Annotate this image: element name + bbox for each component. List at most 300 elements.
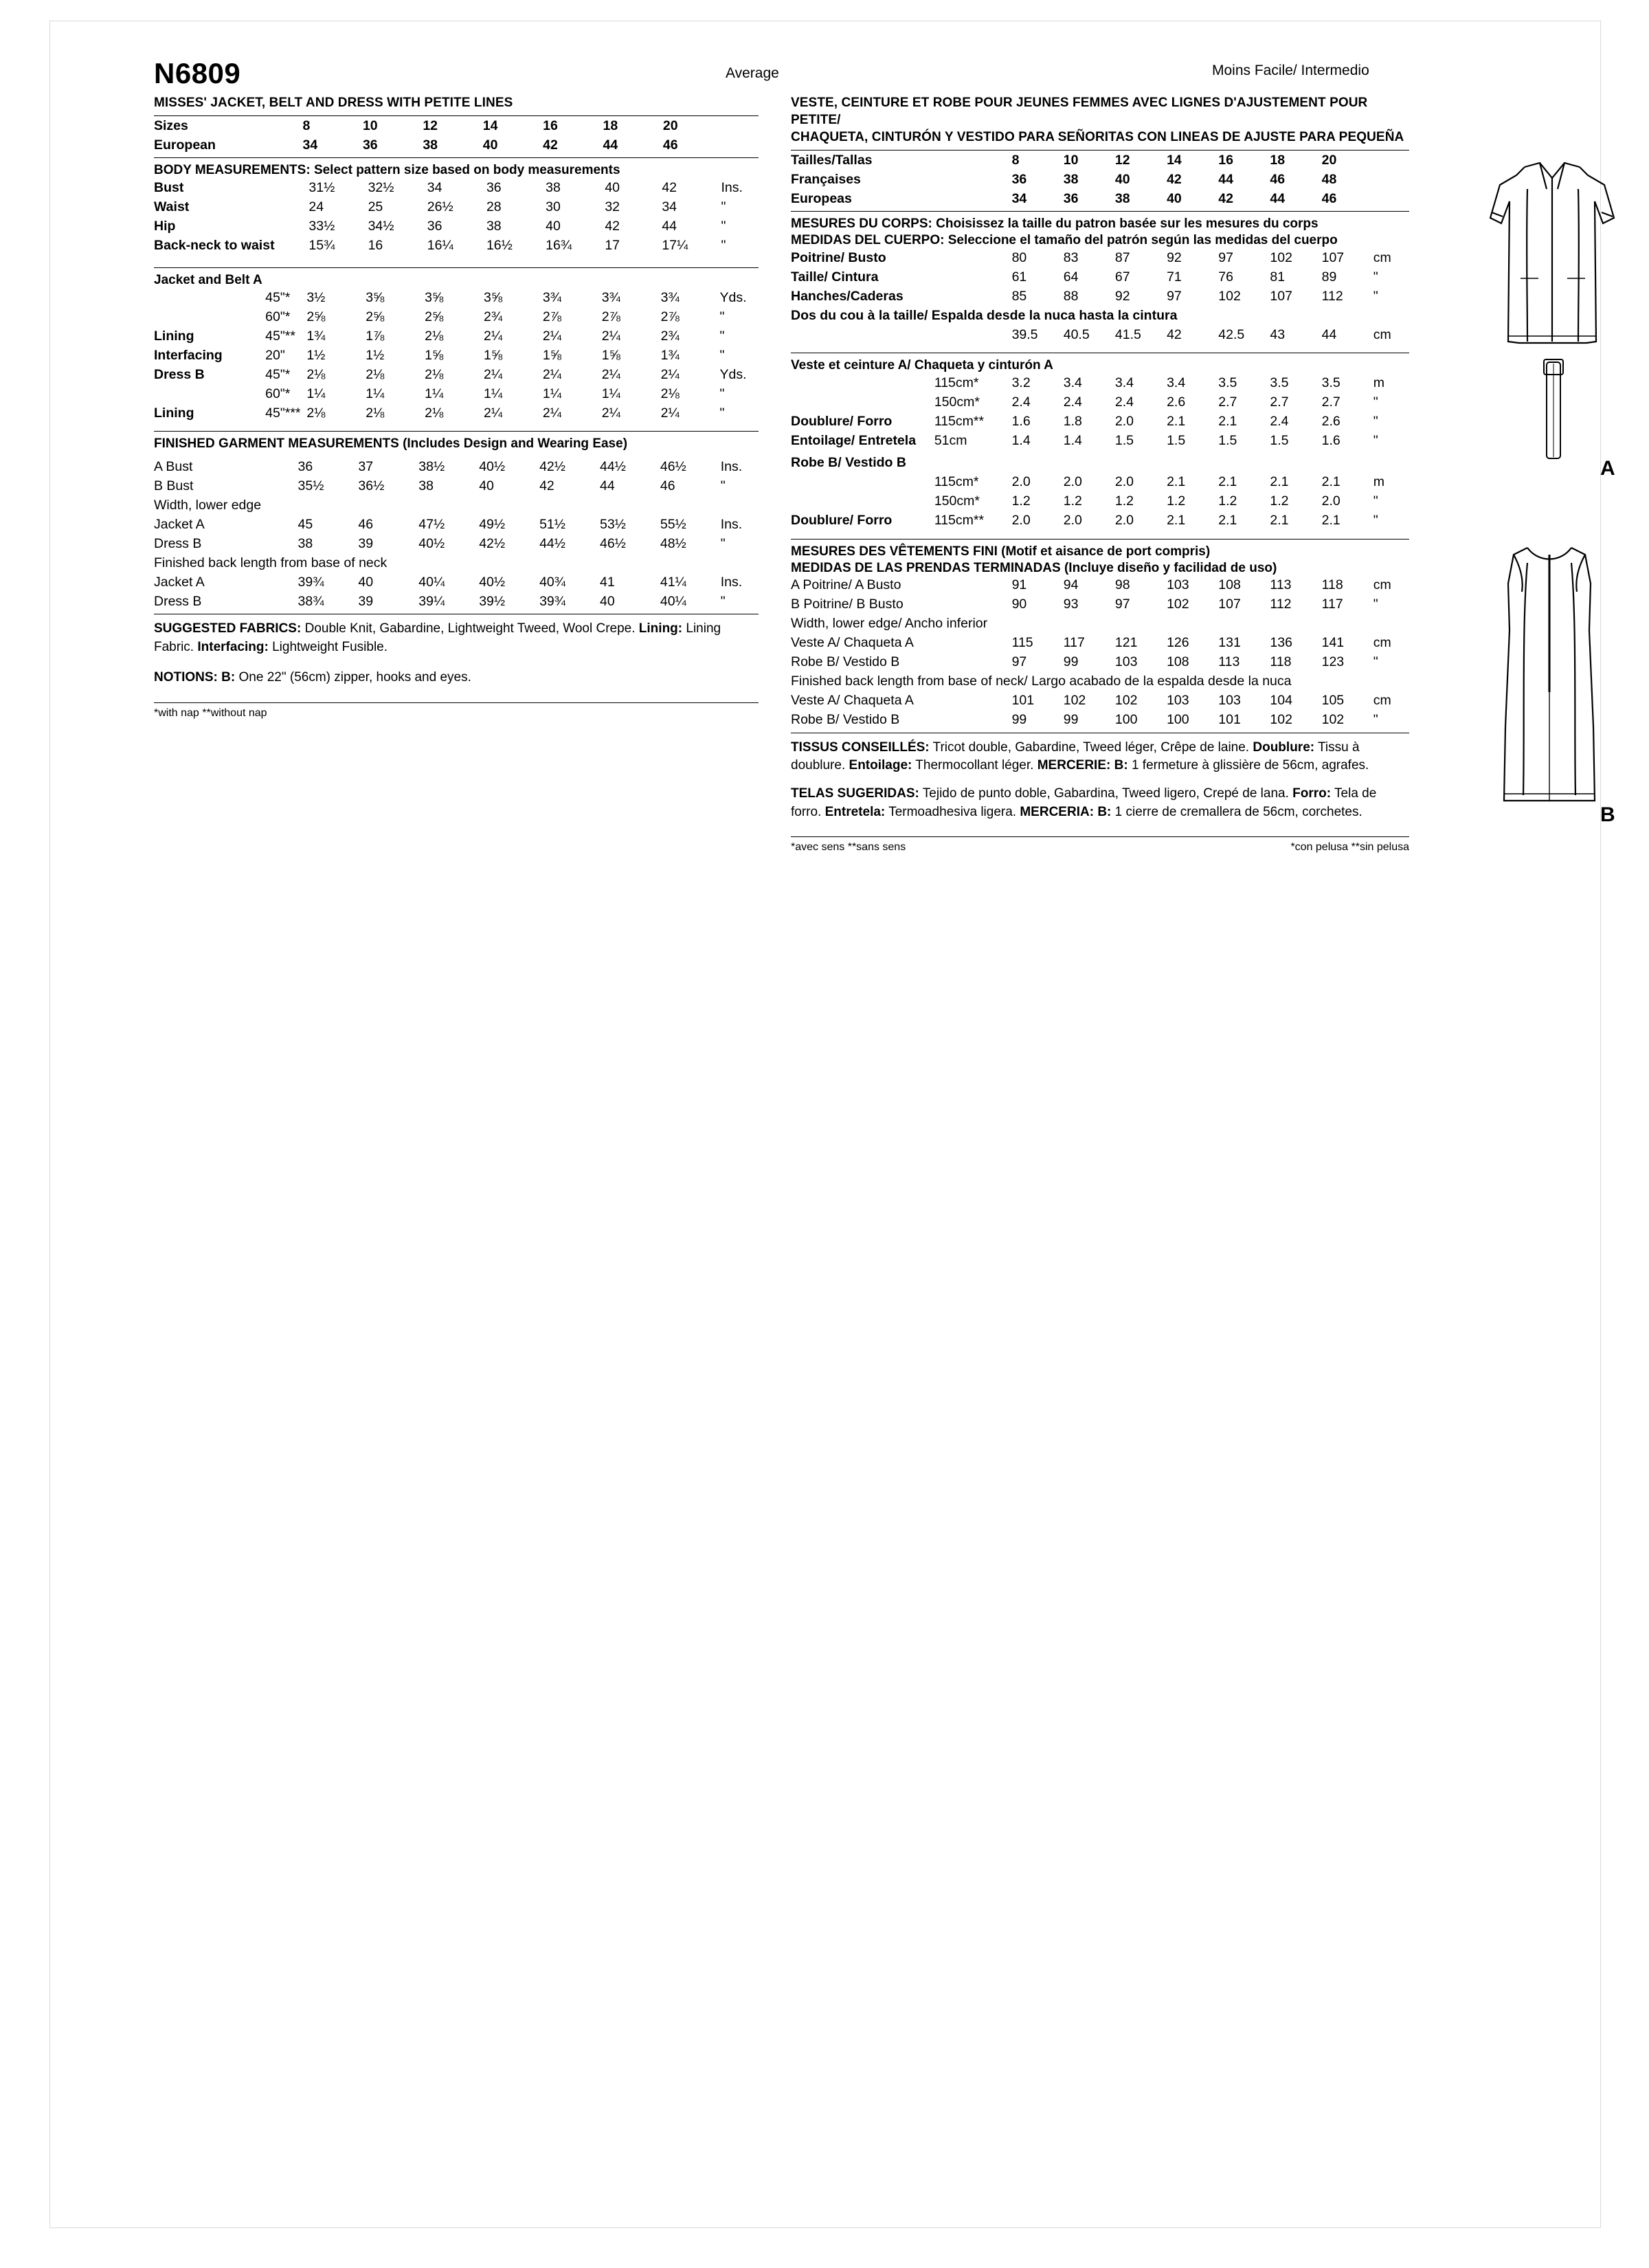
cell: 40: [599, 593, 615, 609]
cell: 1¼: [601, 386, 620, 401]
cell: 1.2: [1218, 493, 1237, 509]
cell: 112: [1270, 597, 1292, 612]
cell: 1¾: [660, 347, 680, 363]
cell: 99: [1063, 654, 1079, 670]
cell: 3.5: [1270, 375, 1289, 390]
cell: 14: [482, 118, 498, 133]
table-row: [791, 614, 1409, 634]
column-french-spanish: [791, 94, 1409, 862]
cell: 46½: [660, 458, 686, 474]
cell: 2⅛: [425, 405, 444, 421]
row-label: [154, 288, 265, 307]
row-label: Hip: [154, 218, 176, 234]
cell: 2¼: [601, 366, 620, 382]
row-label: Jacket A: [154, 574, 205, 590]
cell: 42: [1218, 190, 1233, 206]
unit: ": [719, 328, 725, 344]
row-label: [791, 373, 934, 392]
cell: 99: [1011, 712, 1027, 728]
body-measurements-heading: BODY MEASUREMENTS: Select pattern size based on body measurements: [154, 163, 620, 178]
table-row: [791, 392, 1409, 412]
cell: 2.1: [1270, 513, 1289, 529]
cell: 2⅛: [306, 405, 326, 421]
cell: 1¾: [306, 328, 326, 344]
cell: 61: [1011, 269, 1027, 285]
cell: 16¾: [546, 237, 572, 253]
cell: 67: [1114, 269, 1130, 285]
row-label: Dress B: [154, 366, 205, 382]
cell: 99: [1063, 712, 1079, 728]
cell: 1½: [366, 347, 385, 363]
cell: 25: [368, 199, 383, 214]
cell: 30: [546, 199, 561, 214]
row-label: Bust: [154, 179, 184, 195]
unit: Ins.: [721, 179, 743, 195]
cell: 1⅝: [425, 347, 444, 363]
cell: 44: [662, 218, 677, 234]
cell: 39¾: [298, 574, 324, 590]
cell: 42½: [539, 458, 566, 474]
cell: 1¼: [425, 386, 444, 401]
cell: 8: [1011, 152, 1020, 168]
cell: 36½: [358, 478, 385, 493]
cell: 36: [486, 179, 502, 195]
cell: 1¼: [306, 386, 326, 401]
cell: 2.0: [1114, 413, 1134, 429]
cell: 1.5: [1218, 432, 1237, 448]
cell: 71: [1167, 269, 1182, 285]
unit: ": [1373, 413, 1378, 429]
unit: ": [721, 199, 726, 214]
unit: ": [719, 347, 725, 363]
cell: 44: [603, 137, 618, 153]
unit: ": [1373, 269, 1378, 285]
cell: 104: [1270, 693, 1292, 709]
cell: 102: [1270, 249, 1292, 265]
unit: ": [721, 237, 726, 253]
cell: 2¼: [542, 328, 561, 344]
cell: 101: [1011, 693, 1035, 709]
finished-table-fr: [791, 576, 1409, 730]
cell: 28: [486, 199, 502, 214]
cell: 34: [662, 199, 677, 214]
cell: 1.6: [1321, 432, 1340, 448]
cell: 98: [1114, 577, 1130, 593]
cell: 40½: [479, 458, 506, 474]
row-label: [791, 392, 934, 412]
back-length-heading-fr: Finished back length from base of neck/ Largo acabado de la espalda desde la nuca: [791, 674, 1292, 689]
cell: 15¾: [309, 237, 335, 253]
cell: 8: [302, 118, 311, 133]
unit: ": [720, 593, 726, 609]
unit: ": [1373, 394, 1378, 410]
table-row: [154, 307, 759, 326]
cell: 20: [1321, 152, 1337, 168]
left-title: MISSES' JACKET, BELT AND DRESS WITH PETITE LINES: [154, 96, 513, 110]
fabric-width: 45"**: [265, 328, 295, 344]
cell: 1⅞: [366, 328, 385, 344]
cell: 3½: [306, 289, 326, 305]
cell: 2.1: [1218, 513, 1237, 529]
cell: 102: [1167, 597, 1189, 612]
row-label: A Poitrine/ A Busto: [791, 577, 901, 593]
cell: 44½: [539, 535, 566, 551]
fabric-width: 115cm*: [934, 375, 979, 390]
table-row: [154, 572, 759, 592]
unit: cm: [1373, 635, 1391, 651]
cell: 2¾: [660, 328, 680, 344]
table-row: [791, 325, 1409, 344]
cell: 83: [1063, 249, 1079, 265]
cell: 16: [543, 118, 558, 133]
cell: 39: [358, 535, 374, 551]
cell: 103: [1167, 693, 1189, 709]
cell: 34½: [368, 218, 394, 234]
cell: 34: [302, 137, 318, 153]
cell: 2⅛: [366, 366, 385, 382]
table-row: [791, 267, 1409, 287]
cell: 102: [1321, 712, 1345, 728]
unit: Ins.: [720, 574, 743, 590]
cell: 36: [362, 137, 378, 153]
cell: 3¾: [601, 289, 620, 305]
jacket-belt-heading: Jacket and Belt A: [154, 273, 262, 288]
cell: 2.1: [1218, 413, 1237, 429]
finished-measurements-heading: FINISHED GARMENT MEASUREMENTS (Includes Design and Wearing Ease): [154, 436, 628, 452]
unit: ": [720, 535, 726, 551]
row-label: Lining: [154, 328, 194, 344]
divider: [154, 702, 759, 703]
notions-en: NOTIONS: B: One 22" (56cm) zipper, hooks and eyes.: [154, 670, 471, 685]
unit: Ins.: [720, 458, 743, 474]
cell: 97: [1114, 597, 1130, 612]
fabric-width: 45"*: [265, 289, 291, 305]
cell: 107: [1218, 597, 1241, 612]
unit: ": [719, 309, 725, 324]
table-row: [791, 189, 1409, 208]
cell: 92: [1167, 249, 1182, 265]
cell: 2.6: [1167, 394, 1186, 410]
cell: 131: [1218, 635, 1241, 651]
sizes-label: Tailles/Tallas: [791, 152, 873, 168]
cell: 16¼: [427, 237, 453, 253]
content: [104, 57, 1615, 854]
unit: ": [720, 478, 726, 493]
cell: 2.4: [1270, 413, 1289, 429]
columns: [104, 94, 1615, 854]
cell: 3.4: [1167, 375, 1186, 390]
row-label: Dress B: [154, 593, 202, 609]
width-lower-edge-heading: Width, lower edge: [154, 497, 262, 513]
europeas-label: Europeas: [791, 190, 852, 206]
cell: 1.5: [1270, 432, 1289, 448]
unit: cm: [1373, 693, 1391, 709]
table-row: [791, 576, 1409, 595]
cell: 2.0: [1114, 513, 1134, 529]
cell: 38: [1114, 190, 1130, 206]
body-measurements-heading-es: MEDIDAS DEL CUERPO: Seleccione el tamaño del patrón según las medidas del cuerpo: [791, 233, 1338, 248]
fabric-width: 115cm*: [934, 474, 979, 490]
table-row: [154, 534, 759, 553]
table-row: [154, 116, 759, 135]
yardage-table-fr: [791, 373, 1409, 531]
table-row: [154, 197, 759, 216]
cell: 2⅛: [306, 366, 326, 382]
table-row: [154, 496, 759, 515]
cell: 1.6: [1011, 413, 1031, 429]
cell: 39¼: [418, 593, 445, 609]
cell: 1.2: [1063, 493, 1082, 509]
row-label: B Bust: [154, 478, 194, 493]
cell: 1¼: [542, 386, 561, 401]
unit: cm: [1373, 249, 1391, 265]
unit: cm: [1373, 326, 1391, 342]
cell: 39.5: [1011, 326, 1038, 342]
cell: 108: [1218, 577, 1241, 593]
table-row: [791, 492, 1409, 511]
table-row: [154, 346, 759, 365]
cell: 117: [1321, 597, 1343, 612]
cell: 42: [1167, 326, 1182, 342]
fabric-width: 60"*: [265, 386, 291, 401]
cell: 10: [1063, 152, 1079, 168]
fabric-width: 115cm**: [934, 513, 985, 529]
dress-b-illustration: [1450, 520, 1649, 885]
unit: Yds.: [719, 289, 747, 305]
cell: 3.4: [1063, 375, 1082, 390]
cell: 51½: [539, 516, 566, 532]
unit: ": [1373, 712, 1378, 728]
cell: 43: [1270, 326, 1286, 342]
cell: 87: [1114, 249, 1130, 265]
cell: 3.4: [1114, 375, 1134, 390]
cell: 2.0: [1063, 513, 1082, 529]
unit: m: [1373, 375, 1385, 390]
cell: 101: [1218, 712, 1241, 728]
cell: 2.1: [1321, 513, 1340, 529]
cell: 33½: [309, 218, 335, 234]
cell: 113: [1270, 577, 1292, 593]
cell: 38: [418, 478, 434, 493]
cell: 2¼: [483, 405, 503, 421]
cell: 40¼: [418, 574, 445, 590]
cell: 12: [423, 118, 438, 133]
fabric-width: 51cm: [934, 432, 967, 448]
cell: 3.5: [1218, 375, 1237, 390]
cell: 2.7: [1321, 394, 1340, 410]
back-length-heading: Finished back length from base of neck: [154, 555, 388, 570]
cell: 39½: [479, 593, 506, 609]
table-row: [791, 306, 1409, 325]
table-row: [791, 511, 1409, 531]
row-label: B Poitrine/ B Busto: [791, 597, 904, 612]
table-row: [791, 170, 1409, 189]
cell: 2.1: [1167, 513, 1186, 529]
fabric-width: 115cm**: [934, 413, 985, 429]
cell: 34: [1011, 190, 1027, 206]
cell: 105: [1321, 693, 1345, 709]
cell: 1½: [306, 347, 326, 363]
row-label: Doublure/ Forro: [791, 413, 893, 429]
cell: 126: [1167, 635, 1189, 651]
cell: 2⅛: [366, 405, 385, 421]
table-row: [791, 412, 1409, 431]
cell: 103: [1218, 693, 1241, 709]
cell: 80: [1011, 249, 1027, 265]
right-title-line2: CHAQUETA, CINTURÓN Y VESTIDO PARA SEÑORITAS CON LINEAS DE AJUSTE PARA PEQUEÑA: [791, 130, 1404, 145]
cell: 2.1: [1218, 474, 1237, 490]
view-b-drawing: [1450, 520, 1649, 905]
cell: 90: [1011, 597, 1027, 612]
cell: 3.5: [1321, 375, 1340, 390]
row-label: Back-neck to waist: [154, 237, 275, 253]
row-label: [791, 473, 934, 492]
cell: 38: [423, 137, 438, 153]
cell: 92: [1114, 288, 1130, 304]
sizes-label: Sizes: [154, 118, 188, 133]
cell: 100: [1167, 712, 1189, 728]
cell: 26½: [427, 199, 453, 214]
cell: 41: [599, 574, 615, 590]
table-row: [791, 151, 1409, 170]
cell: 40¼: [660, 593, 686, 609]
cell: 2⅞: [660, 309, 680, 324]
cell: 32½: [368, 179, 394, 195]
fabric-width: 150cm*: [934, 394, 980, 410]
fabric-width: 45"***: [265, 405, 301, 421]
neck-to-waist-heading: Dos du cou à la taille/ Espalda desde la nuca hasta la cintura: [791, 307, 1178, 323]
unit: Ins.: [720, 516, 743, 532]
unit: ": [1373, 288, 1378, 304]
cell: 85: [1011, 288, 1027, 304]
row-label: [154, 307, 265, 326]
cell: 39¾: [539, 593, 566, 609]
cell: 44: [1321, 326, 1337, 342]
cell: 55½: [660, 516, 686, 532]
cell: 12: [1114, 152, 1130, 168]
table-row: [791, 711, 1409, 730]
fabric-width: 60"*: [265, 309, 291, 324]
cell: 1.8: [1063, 413, 1082, 429]
cell: 112: [1321, 288, 1343, 304]
unit: ": [1373, 432, 1378, 448]
row-label: A Bust: [154, 458, 193, 474]
table-row: [791, 595, 1409, 614]
nap-footnote-es: *con pelusa **sin pelusa: [1290, 841, 1409, 854]
cell: 46: [358, 516, 374, 532]
table-row: [791, 287, 1409, 306]
cell: 2⅝: [425, 309, 444, 324]
french-label: Françaises: [791, 171, 861, 187]
table-row: [154, 135, 759, 155]
cell: 81: [1270, 269, 1286, 285]
size-table-en: [154, 116, 759, 155]
unit: m: [1373, 474, 1385, 490]
table-row: [791, 248, 1409, 267]
cell: 113: [1218, 654, 1240, 670]
table-row: [154, 365, 759, 384]
footnotes-fr: [791, 841, 1409, 862]
cell: 38¾: [298, 593, 324, 609]
cell: 40½: [418, 535, 445, 551]
cell: 2⅛: [425, 328, 444, 344]
cell: 17¼: [662, 237, 688, 253]
cell: 2.0: [1011, 474, 1031, 490]
cell: 97: [1167, 288, 1182, 304]
cell: 88: [1063, 288, 1079, 304]
cell: 2¼: [483, 328, 503, 344]
cell: 10: [362, 118, 378, 133]
cell: 41¼: [660, 574, 686, 590]
cell: 2.4: [1011, 394, 1031, 410]
cell: 40¾: [539, 574, 566, 590]
suggested-fabrics-fr: TISSUS CONSEILLÉS: Tricot double, Gabardine, Tweed léger, Crêpe de laine. Doublure: Tissu à doublure. Entoilage: Thermocollant léger. MERCERIE: B: 1 fermeture à glissière de 56cm, agrafes.: [791, 740, 1369, 773]
nap-footnote-en: *with nap **without nap: [154, 707, 267, 719]
cell: 121: [1114, 635, 1138, 651]
row-label: Entoilage/ Entretela: [791, 432, 917, 448]
cell: 91: [1011, 577, 1027, 593]
cell: 20: [662, 118, 678, 133]
cell: 2⅝: [306, 309, 326, 324]
row-label: Veste A/ Chaqueta A: [791, 635, 914, 651]
cell: 115: [1011, 635, 1033, 651]
cell: 103: [1167, 577, 1189, 593]
right-title-line1: VESTE, CEINTURE ET ROBE POUR JEUNES FEMMES AVEC LIGNES D'AJUSTEMENT POUR PETITE/: [791, 96, 1368, 128]
cell: 45: [298, 516, 313, 532]
table-row: [154, 476, 759, 496]
cell: 39: [358, 593, 374, 609]
cell: 36: [427, 218, 442, 234]
difficulty-french-spanish: Moins Facile/ Intermedio: [1212, 63, 1369, 78]
unit: ": [719, 405, 725, 421]
cell: 16½: [486, 237, 513, 253]
cell: 42: [605, 218, 620, 234]
row-label: Dress B: [154, 535, 202, 551]
unit: ": [1373, 493, 1378, 509]
cell: 36: [1063, 190, 1079, 206]
suggested-fabrics-es: TELAS SUGERIDAS: Tejido de punto doble, Gabardina, Tweed ligero, Crepé de lana. Forro: Tela de forro. Entretela: Termoadhesiva ligera. MERCERIA: B: 1 cierre de cremallera de 56cm, corchetes.: [791, 786, 1377, 819]
cell: 31½: [309, 179, 335, 195]
cell: 40: [482, 137, 498, 153]
cell: 42: [1167, 171, 1182, 187]
cell: 102: [1114, 693, 1138, 709]
cell: 2¼: [601, 405, 620, 421]
cell: 40: [479, 478, 494, 493]
cell: 2¼: [483, 366, 503, 382]
cell: 97: [1218, 249, 1233, 265]
cell: 44: [1270, 190, 1286, 206]
column-english: [154, 94, 759, 720]
cell: 2¼: [542, 366, 561, 382]
cell: 42: [543, 137, 558, 153]
cell: 2.1: [1167, 413, 1186, 429]
row-label: Poitrine/ Busto: [791, 249, 886, 265]
cell: 2¼: [601, 328, 620, 344]
cell: 2.0: [1114, 474, 1134, 490]
table-row: [154, 236, 759, 255]
table-row: [154, 178, 759, 197]
row-label: Veste A/ Chaqueta A: [791, 693, 914, 709]
cell: 93: [1063, 597, 1079, 612]
table-row: [154, 457, 759, 476]
table-row: [791, 373, 1409, 392]
dress-heading-fr: Robe B/ Vestido B: [791, 455, 906, 471]
cell: 2.7: [1270, 394, 1289, 410]
table-row: [791, 653, 1409, 672]
fabric-width: 45"*: [265, 366, 291, 382]
suggested-fabrics-en: SUGGESTED FABRICS: Double Knit, Gabardine, Lightweight Tweed, Wool Crepe. Lining: Lining Fabric. Interfacing: Lightweight Fusible.: [154, 621, 721, 654]
nap-footnote-fr: *avec sens **sans sens: [791, 841, 906, 854]
